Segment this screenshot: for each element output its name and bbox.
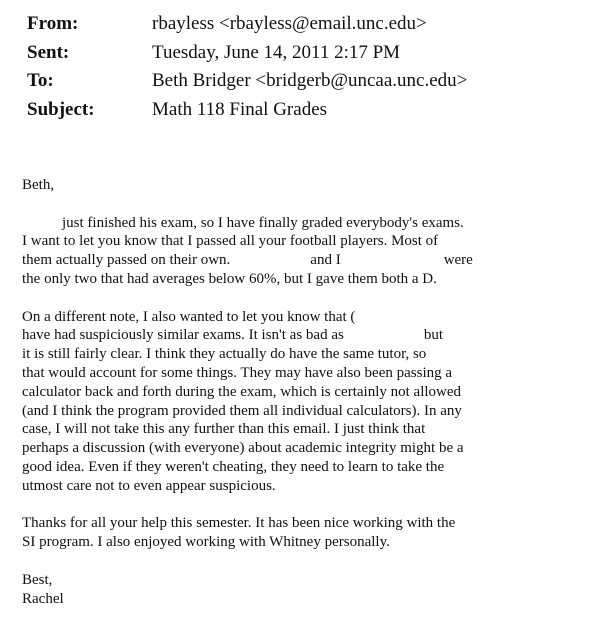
sent-row [27,39,587,68]
subject-row [27,96,587,125]
body-text: and I [310,252,341,269]
body-line: good idea. Even if they weren't cheating, they need to learn to take the [22,458,445,475]
body-line: On a different note, I also wanted to let you know that ( [22,308,356,325]
to-value: Beth Bridger <bridgerb@uncaa.unc.edu> [152,70,468,91]
body-line: it is still fairly clear. I think they actually do have the same tutor, so [22,346,427,363]
redacted-name [341,252,444,266]
body-text: them actually passed on their own. [22,252,231,269]
body-line [22,326,582,345]
body-line: utmost care not to even appear suspicious. [22,477,276,494]
redacted-name [344,327,424,341]
subject-value: Math 118 Final Grades [152,98,328,120]
signature: Rachel [22,590,64,607]
body-line: Thanks for all your help this semester. It has been nice working with the [22,515,456,532]
to-label: To: [27,70,54,91]
email-body [22,176,582,608]
redacted-name [230,252,310,266]
body-line: calculator back and forth during the exam, which is certainly not allowed [22,383,462,400]
subject-label: Subject: [27,98,95,120]
closing: Best, [22,571,53,588]
sent-label: Sent: [27,41,70,63]
body-line: perhaps a discussion (with everyone) about academic integrity might be a [22,440,464,457]
paragraph-thanks [22,514,582,552]
body-line [22,214,582,233]
body-line: SI program. I also enjoyed working with Whitney personally. [22,534,390,551]
paragraph-gap [22,552,582,571]
email-header [27,10,587,124]
paragraph-gap [22,496,582,515]
body-text: were [443,252,473,269]
body-text: but [423,327,443,344]
body-line [22,251,582,270]
from-label: From: [27,13,79,34]
paragraph-gap [22,289,582,308]
from-value: rbayless <rbayless@email.unc.edu> [152,13,427,34]
body-text: just finished his exam, so I have finally graded everybody's exams. [62,214,464,231]
to-row [27,67,587,96]
redacted-name [22,215,62,229]
body-line: (and I think the program provided them all individual calculators). In any [22,402,462,419]
paragraph-grades [22,214,582,289]
from-row [27,10,587,39]
body-text: have had suspiciously similar exams. It isn't as bad as [22,327,344,344]
body-line: case, I will not take this any further than this email. I just think that [22,421,426,438]
paragraph-integrity [22,308,582,496]
body-line: I want to let you know that I passed all your football players. Most of [22,233,439,250]
body-line: that would account for some things. They may have also been passing a [22,364,453,381]
paragraph-gap [22,195,582,214]
body-line: the only two that had averages below 60%, but I gave them both a D. [22,270,437,287]
greeting: Beth, [22,177,55,193]
sent-value: Tuesday, June 14, 2011 2:17 PM [152,41,401,63]
